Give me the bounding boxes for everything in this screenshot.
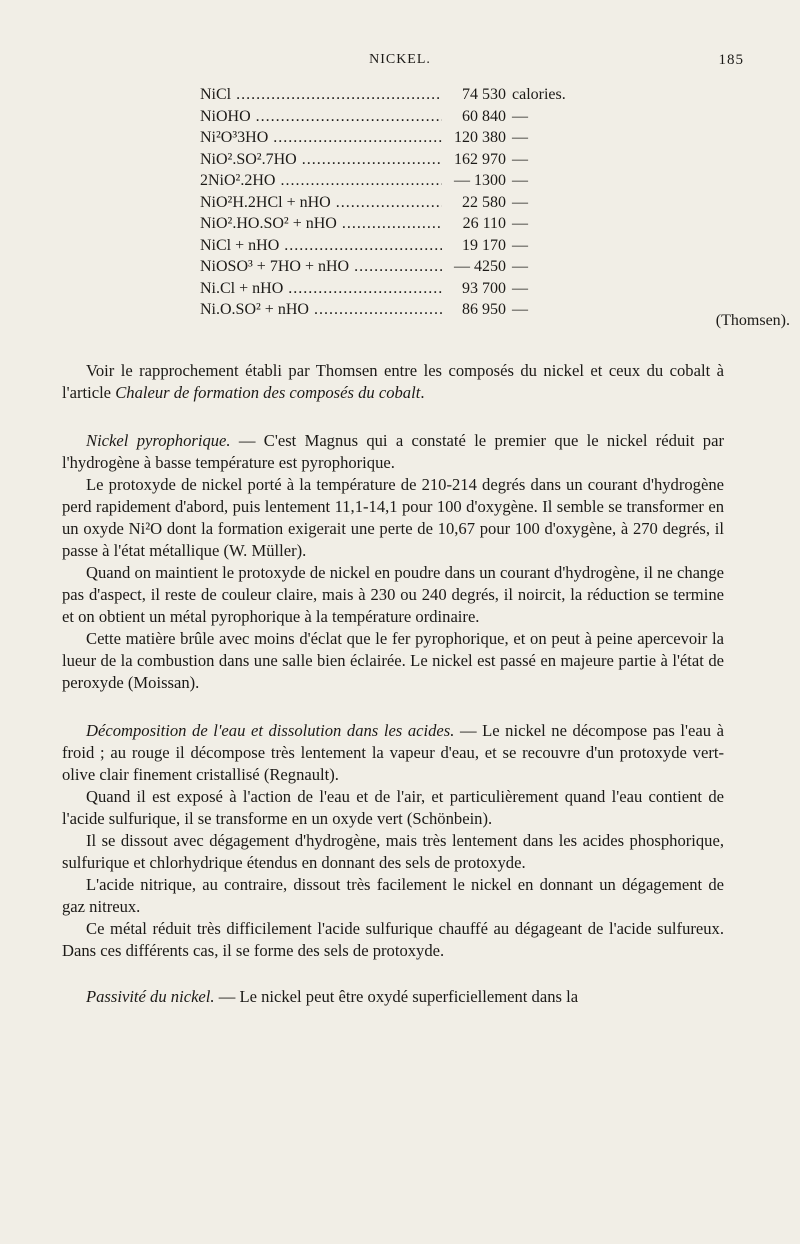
heat-value: 60 840 bbox=[442, 106, 506, 128]
unit-label: — bbox=[512, 193, 528, 211]
table-row bbox=[200, 256, 600, 278]
unit-label: — bbox=[512, 172, 528, 189]
paragraph-text: — Le nickel ne décompose pas l'eau à froid ; au rouge il décompose très lentement la vapeur d'eau, et se recouvre d'un protoxyde vert-olive clair finement cristallisé (Regnault). bbox=[62, 721, 724, 784]
table-row bbox=[200, 84, 600, 106]
table-row bbox=[200, 127, 600, 149]
paragraph-text: . bbox=[420, 383, 425, 402]
unit-label: calories. bbox=[512, 86, 566, 103]
section-decomposition bbox=[62, 720, 724, 786]
heat-value: 74 530 bbox=[442, 84, 506, 106]
compound-formula: Ni.Cl + nHO ..... bbox=[200, 278, 442, 300]
compound-formula: Ni.O.SO² + nHO ..... bbox=[200, 299, 442, 321]
unit-label: — bbox=[512, 258, 528, 275]
heat-value: — 1300 bbox=[442, 170, 506, 192]
table-row bbox=[200, 170, 600, 192]
heat-value: 86 950 bbox=[442, 299, 506, 321]
section-heading: Nickel pyrophorique. bbox=[86, 431, 231, 450]
unit-label: — bbox=[512, 301, 528, 318]
running-head bbox=[0, 52, 800, 72]
section-heading: Passivité du nickel. bbox=[86, 987, 215, 1006]
paragraph-text: — Le nickel peut être oxydé superficiellement dans la bbox=[214, 987, 579, 1006]
heat-value: 26 110 bbox=[442, 213, 506, 235]
paragraph: Quand on maintient le protoxyde de nickel en poudre dans un courant d'hydrogène, il ne change pas d'aspect, il reste de couleur claire, mais à 230 ou 240 degrés, il noircit, la réduction se termine et on obtient un métal pyrophorique à la température ordinaire. bbox=[62, 563, 724, 626]
page-number: 185 bbox=[718, 52, 744, 68]
compound-formula: NiO².HO.SO² + nHO ..... bbox=[200, 213, 442, 235]
compound-formula: NiCl ..... bbox=[200, 84, 442, 106]
heat-value: 162 970 bbox=[442, 149, 506, 171]
paragraph: Quand il est exposé à l'action de l'eau et de l'air, et particulièrement quand l'eau contient de l'acide sulfurique, il se transforme en un oxyde vert (Schönbein). bbox=[62, 787, 724, 828]
paragraph: Le protoxyde de nickel porté à la température de 210-214 degrés dans un courant d'hydrogène perd rapidement d'abord, puis lentement 11,1-14,1 pour 100 d'oxygène. Il semble se transformer en un oxyde Ni²O dont la formation exigerait une perte de 10,67 pour 100 d'oxygène, à 270 degrés, il passe à l'état métallique (W. Müller). bbox=[62, 475, 724, 560]
section-pyrophoric bbox=[62, 430, 724, 474]
compound-formula: NiOHO ..... bbox=[200, 106, 442, 128]
paragraph: Ce métal réduit très difficilement l'acide sulfurique chauffé au dégageant de l'acide sulfureux. Dans ces différents cas, il se forme des sels de protoxyde. bbox=[62, 919, 724, 960]
table-row bbox=[200, 149, 600, 171]
table-row bbox=[200, 235, 600, 257]
compound-formula: Ni²O³3HO ..... bbox=[200, 127, 442, 149]
thermochemistry-table bbox=[200, 84, 600, 321]
unit-label: — bbox=[512, 215, 528, 232]
paragraph-text: Voir le rapprochement établi par Thomsen entre les composés du nickel et ceux du cobalt à l'article bbox=[62, 361, 724, 402]
paragraph-text: — C'est Magnus qui a constaté le premier que le nickel réduit par l'hydrogène à basse température est pyrophorique. bbox=[62, 431, 724, 472]
compound-formula: NiOSO³ + 7HO + nHO ..... bbox=[200, 256, 442, 278]
table-row bbox=[200, 278, 600, 300]
compound-formula: NiCl + nHO ..... bbox=[200, 235, 442, 257]
unit-label: — bbox=[512, 129, 528, 146]
compound-formula: 2NiO².2HO ..... bbox=[200, 170, 442, 192]
paragraph: Cette matière brûle avec moins d'éclat que le fer pyrophorique, et on peut à peine apercevoir la lueur de la combustion dans une salle bien éclairée. Le nickel est passé en majeure partie à l'état de peroxyde (Moissan). bbox=[62, 629, 724, 692]
heat-value: 19 170 bbox=[442, 235, 506, 257]
heat-value: 120 380 bbox=[442, 127, 506, 149]
compound-formula: NiO²H.2HCl + nHO ..... bbox=[200, 192, 442, 214]
body-text bbox=[62, 360, 724, 1008]
paragraph: L'acide nitrique, au contraire, dissout très facilement le nickel en donnant un dégagement de gaz nitreux. bbox=[62, 875, 724, 916]
table-row bbox=[200, 213, 600, 235]
article-reference: Chaleur de formation des composés du cobalt bbox=[115, 383, 421, 402]
heat-value: 22 580 bbox=[442, 192, 506, 214]
unit-label: — bbox=[512, 279, 528, 297]
unit-label: — bbox=[512, 107, 528, 125]
running-title: NICKEL. bbox=[369, 52, 431, 67]
table-source: (Thomsen). bbox=[715, 312, 790, 329]
paragraph: Il se dissout avec dégagement d'hydrogène, mais très lentement dans les acides phosphorique, sulfurique et chlorhydrique étendus en donnant des sels de protoxyde. bbox=[62, 831, 724, 872]
section-heading: Décomposition de l'eau et dissolution dans les acides. bbox=[86, 721, 455, 740]
unit-label: — bbox=[512, 150, 528, 168]
unit-label: — bbox=[512, 236, 528, 254]
section-passivity bbox=[62, 986, 724, 1008]
table-row bbox=[200, 106, 600, 128]
compound-formula: NiO².SO².7HO ..... bbox=[200, 149, 442, 171]
table-row bbox=[200, 192, 600, 214]
paragraph bbox=[62, 360, 724, 404]
heat-value: — 4250 bbox=[442, 256, 506, 278]
heat-value: 93 700 bbox=[442, 278, 506, 300]
